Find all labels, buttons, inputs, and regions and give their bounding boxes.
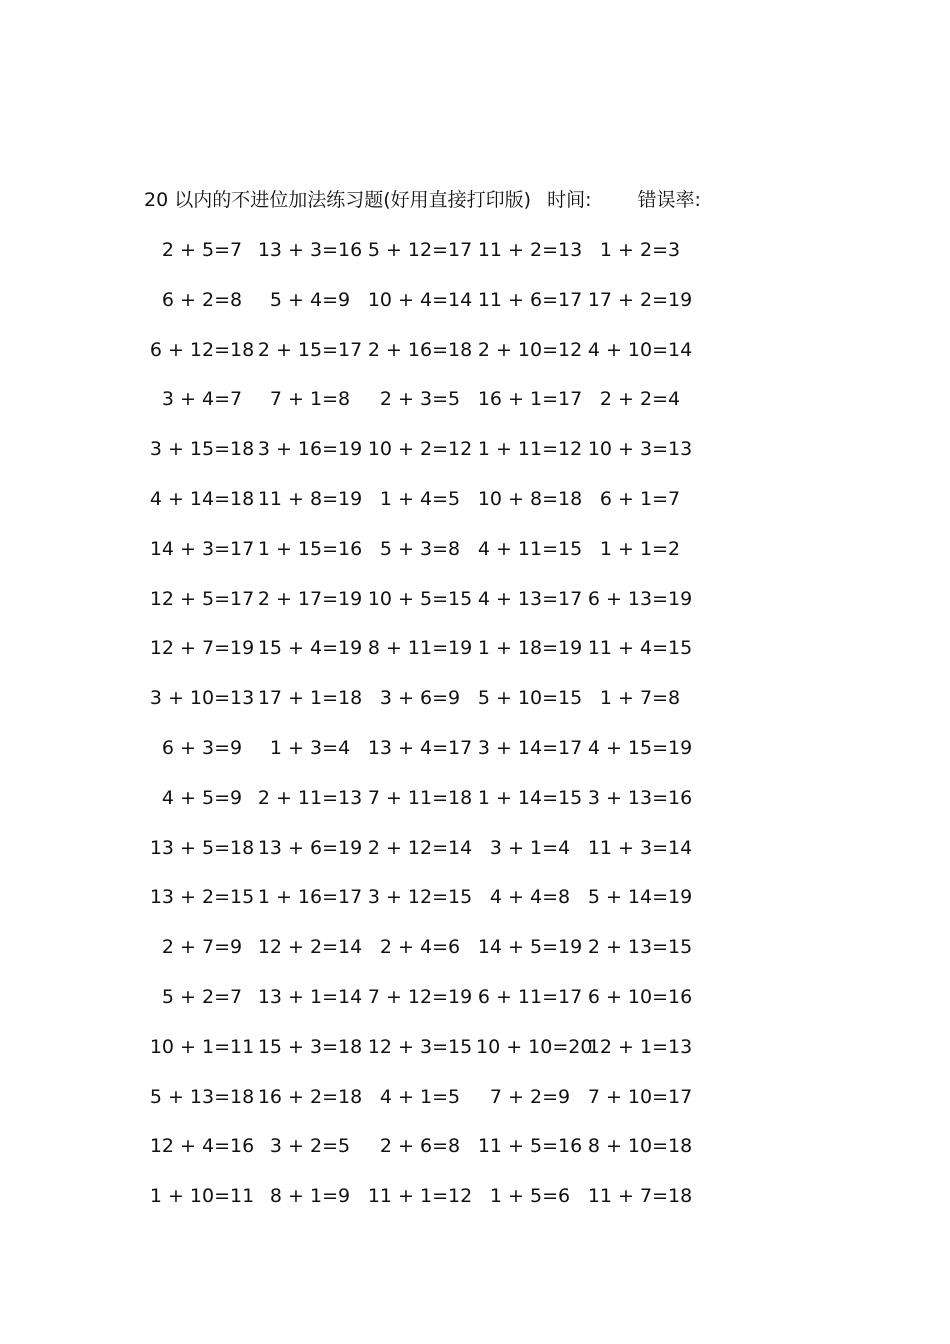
exercise-item: 2 + 12=14 xyxy=(367,836,473,859)
exercise-item: 11 + 8=19 xyxy=(257,487,363,510)
exercise-row xyxy=(148,933,708,983)
time-label: 时间: xyxy=(547,189,592,211)
exercise-item: 13 + 2=15 xyxy=(149,886,255,909)
exercise-item: 11 + 7=18 xyxy=(587,1185,693,1208)
exercise-item: 13 + 1=14 xyxy=(257,985,363,1008)
exercise-item: 3 + 2=5 xyxy=(269,1135,351,1158)
exercise-item: 5 + 13=18 xyxy=(149,1085,255,1108)
exercise-item: 10 + 8=18 xyxy=(477,487,583,510)
exercise-item: 13 + 5=18 xyxy=(149,836,255,859)
exercise-item: 17 + 2=19 xyxy=(587,288,693,311)
exercise-item: 2 + 2=4 xyxy=(599,388,681,411)
exercise-item: 8 + 11=19 xyxy=(367,637,473,660)
exercise-item: 12 + 1=13 xyxy=(587,1035,693,1058)
exercise-item: 1 + 18=19 xyxy=(477,637,583,660)
exercise-item: 3 + 4=7 xyxy=(161,388,243,411)
exercise-item: 1 + 11=12 xyxy=(477,438,583,461)
exercise-row xyxy=(148,236,708,286)
exercise-item: 7 + 12=19 xyxy=(367,985,473,1008)
exercise-item: 2 + 6=8 xyxy=(379,1135,461,1158)
exercise-item: 2 + 13=15 xyxy=(587,936,693,959)
exercise-item: 4 + 13=17 xyxy=(477,587,583,610)
exercise-item: 1 + 16=17 xyxy=(257,886,363,909)
exercise-item: 11 + 5=16 xyxy=(477,1135,583,1158)
exercise-item: 16 + 1=17 xyxy=(477,388,583,411)
exercise-item: 1 + 2=3 xyxy=(599,239,681,261)
exercise-item: 8 + 10=18 xyxy=(587,1135,693,1158)
exercise-row xyxy=(148,435,708,485)
exercise-row xyxy=(148,834,708,884)
exercise-item: 12 + 4=16 xyxy=(149,1135,255,1158)
exercise-item: 1 + 15=16 xyxy=(257,537,363,560)
exercise-item: 10 + 4=14 xyxy=(367,288,473,311)
exercise-item: 1 + 4=5 xyxy=(379,487,461,510)
exercise-item: 11 + 6=17 xyxy=(477,288,583,311)
exercise-row xyxy=(148,336,708,386)
exercise-item: 10 + 10=20 xyxy=(476,1035,593,1058)
exercise-item: 3 + 12=15 xyxy=(367,886,473,909)
exercise-item: 12 + 3=15 xyxy=(367,1035,473,1058)
exercise-row xyxy=(148,585,708,635)
exercise-item: 1 + 10=11 xyxy=(149,1185,255,1208)
exercise-item: 2 + 5=7 xyxy=(161,239,243,261)
exercise-item: 10 + 3=13 xyxy=(587,438,693,461)
exercise-row xyxy=(148,1182,708,1232)
exercise-item: 3 + 1=4 xyxy=(489,836,571,859)
exercise-item: 13 + 6=19 xyxy=(257,836,363,859)
exercise-item: 4 + 4=8 xyxy=(489,886,571,909)
exercise-item: 7 + 1=8 xyxy=(269,388,351,411)
exercise-row xyxy=(148,535,708,585)
exercise-item: 12 + 5=17 xyxy=(149,587,255,610)
exercise-item: 2 + 15=17 xyxy=(257,338,363,361)
exercise-item: 2 + 16=18 xyxy=(367,338,473,361)
exercise-item: 4 + 14=18 xyxy=(149,487,255,510)
exercise-row xyxy=(148,1132,708,1182)
exercise-item: 1 + 7=8 xyxy=(599,687,681,710)
exercise-item: 6 + 2=8 xyxy=(161,288,243,311)
exercise-item: 14 + 3=17 xyxy=(149,537,255,560)
exercise-item: 17 + 1=18 xyxy=(257,687,363,710)
exercise-item: 6 + 12=18 xyxy=(149,338,255,361)
exercise-item: 10 + 2=12 xyxy=(367,438,473,461)
exercise-item: 14 + 5=19 xyxy=(477,936,583,959)
page-title: 20 以内的不进位加法练习题(好用直接打印版) xyxy=(144,189,532,211)
exercise-item: 5 + 12=17 xyxy=(367,239,473,261)
exercise-item: 16 + 2=18 xyxy=(257,1085,363,1108)
exercise-item: 3 + 6=9 xyxy=(379,687,461,710)
exercise-row xyxy=(148,983,708,1033)
exercise-item: 8 + 1=9 xyxy=(269,1185,351,1208)
exercise-row xyxy=(148,734,708,784)
exercise-item: 15 + 4=19 xyxy=(257,637,363,660)
exercise-item: 6 + 3=9 xyxy=(161,736,243,759)
exercise-item: 3 + 10=13 xyxy=(149,687,255,710)
worksheet-header xyxy=(144,186,701,214)
exercise-row xyxy=(148,1033,708,1083)
exercise-item: 4 + 11=15 xyxy=(477,537,583,560)
exercise-item: 3 + 15=18 xyxy=(149,438,255,461)
exercise-row xyxy=(148,684,708,734)
exercise-item: 13 + 4=17 xyxy=(367,736,473,759)
exercise-item: 2 + 3=5 xyxy=(379,388,461,411)
exercise-item: 3 + 14=17 xyxy=(477,736,583,759)
exercise-item: 2 + 4=6 xyxy=(379,936,461,959)
exercise-item: 10 + 5=15 xyxy=(367,587,473,610)
exercise-row xyxy=(148,485,708,535)
exercise-item: 5 + 4=9 xyxy=(269,288,351,311)
exercise-item: 1 + 1=2 xyxy=(599,537,681,560)
exercise-item: 3 + 16=19 xyxy=(257,438,363,461)
exercise-item: 11 + 2=13 xyxy=(477,239,583,261)
exercise-row xyxy=(148,883,708,933)
exercise-item: 3 + 13=16 xyxy=(587,786,693,809)
exercise-grid xyxy=(148,236,708,1232)
exercise-row xyxy=(148,634,708,684)
exercise-row xyxy=(148,784,708,834)
exercise-item: 7 + 2=9 xyxy=(489,1085,571,1108)
exercise-row xyxy=(148,286,708,336)
exercise-item: 5 + 10=15 xyxy=(477,687,583,710)
exercise-item: 1 + 14=15 xyxy=(477,786,583,809)
exercise-item: 1 + 5=6 xyxy=(489,1185,571,1208)
exercise-item: 11 + 4=15 xyxy=(587,637,693,660)
exercise-item: 1 + 3=4 xyxy=(269,736,351,759)
exercise-item: 12 + 7=19 xyxy=(149,637,255,660)
exercise-item: 2 + 11=13 xyxy=(257,786,363,809)
exercise-item: 12 + 2=14 xyxy=(257,936,363,959)
exercise-row xyxy=(148,385,708,435)
exercise-item: 4 + 1=5 xyxy=(379,1085,461,1108)
exercise-item: 2 + 10=12 xyxy=(477,338,583,361)
exercise-item: 4 + 5=9 xyxy=(161,786,243,809)
exercise-item: 4 + 15=19 xyxy=(587,736,693,759)
exercise-item: 2 + 17=19 xyxy=(257,587,363,610)
exercise-item: 5 + 2=7 xyxy=(161,985,243,1008)
exercise-item: 10 + 1=11 xyxy=(149,1035,255,1058)
exercise-item: 6 + 13=19 xyxy=(587,587,693,610)
exercise-item: 7 + 11=18 xyxy=(367,786,473,809)
exercise-item: 15 + 3=18 xyxy=(257,1035,363,1058)
exercise-item: 6 + 11=17 xyxy=(477,985,583,1008)
exercise-item: 11 + 3=14 xyxy=(587,836,693,859)
exercise-item: 4 + 10=14 xyxy=(587,338,693,361)
exercise-item: 2 + 7=9 xyxy=(161,936,243,959)
exercise-item: 6 + 10=16 xyxy=(587,985,693,1008)
error-rate-label: 错误率: xyxy=(637,189,701,211)
exercise-item: 6 + 1=7 xyxy=(599,487,681,510)
exercise-item: 13 + 3=16 xyxy=(257,239,363,261)
exercise-item: 5 + 3=8 xyxy=(379,537,461,560)
exercise-item: 7 + 10=17 xyxy=(587,1085,693,1108)
exercise-item: 11 + 1=12 xyxy=(367,1185,473,1208)
exercise-item: 5 + 14=19 xyxy=(587,886,693,909)
exercise-row xyxy=(148,1083,708,1133)
